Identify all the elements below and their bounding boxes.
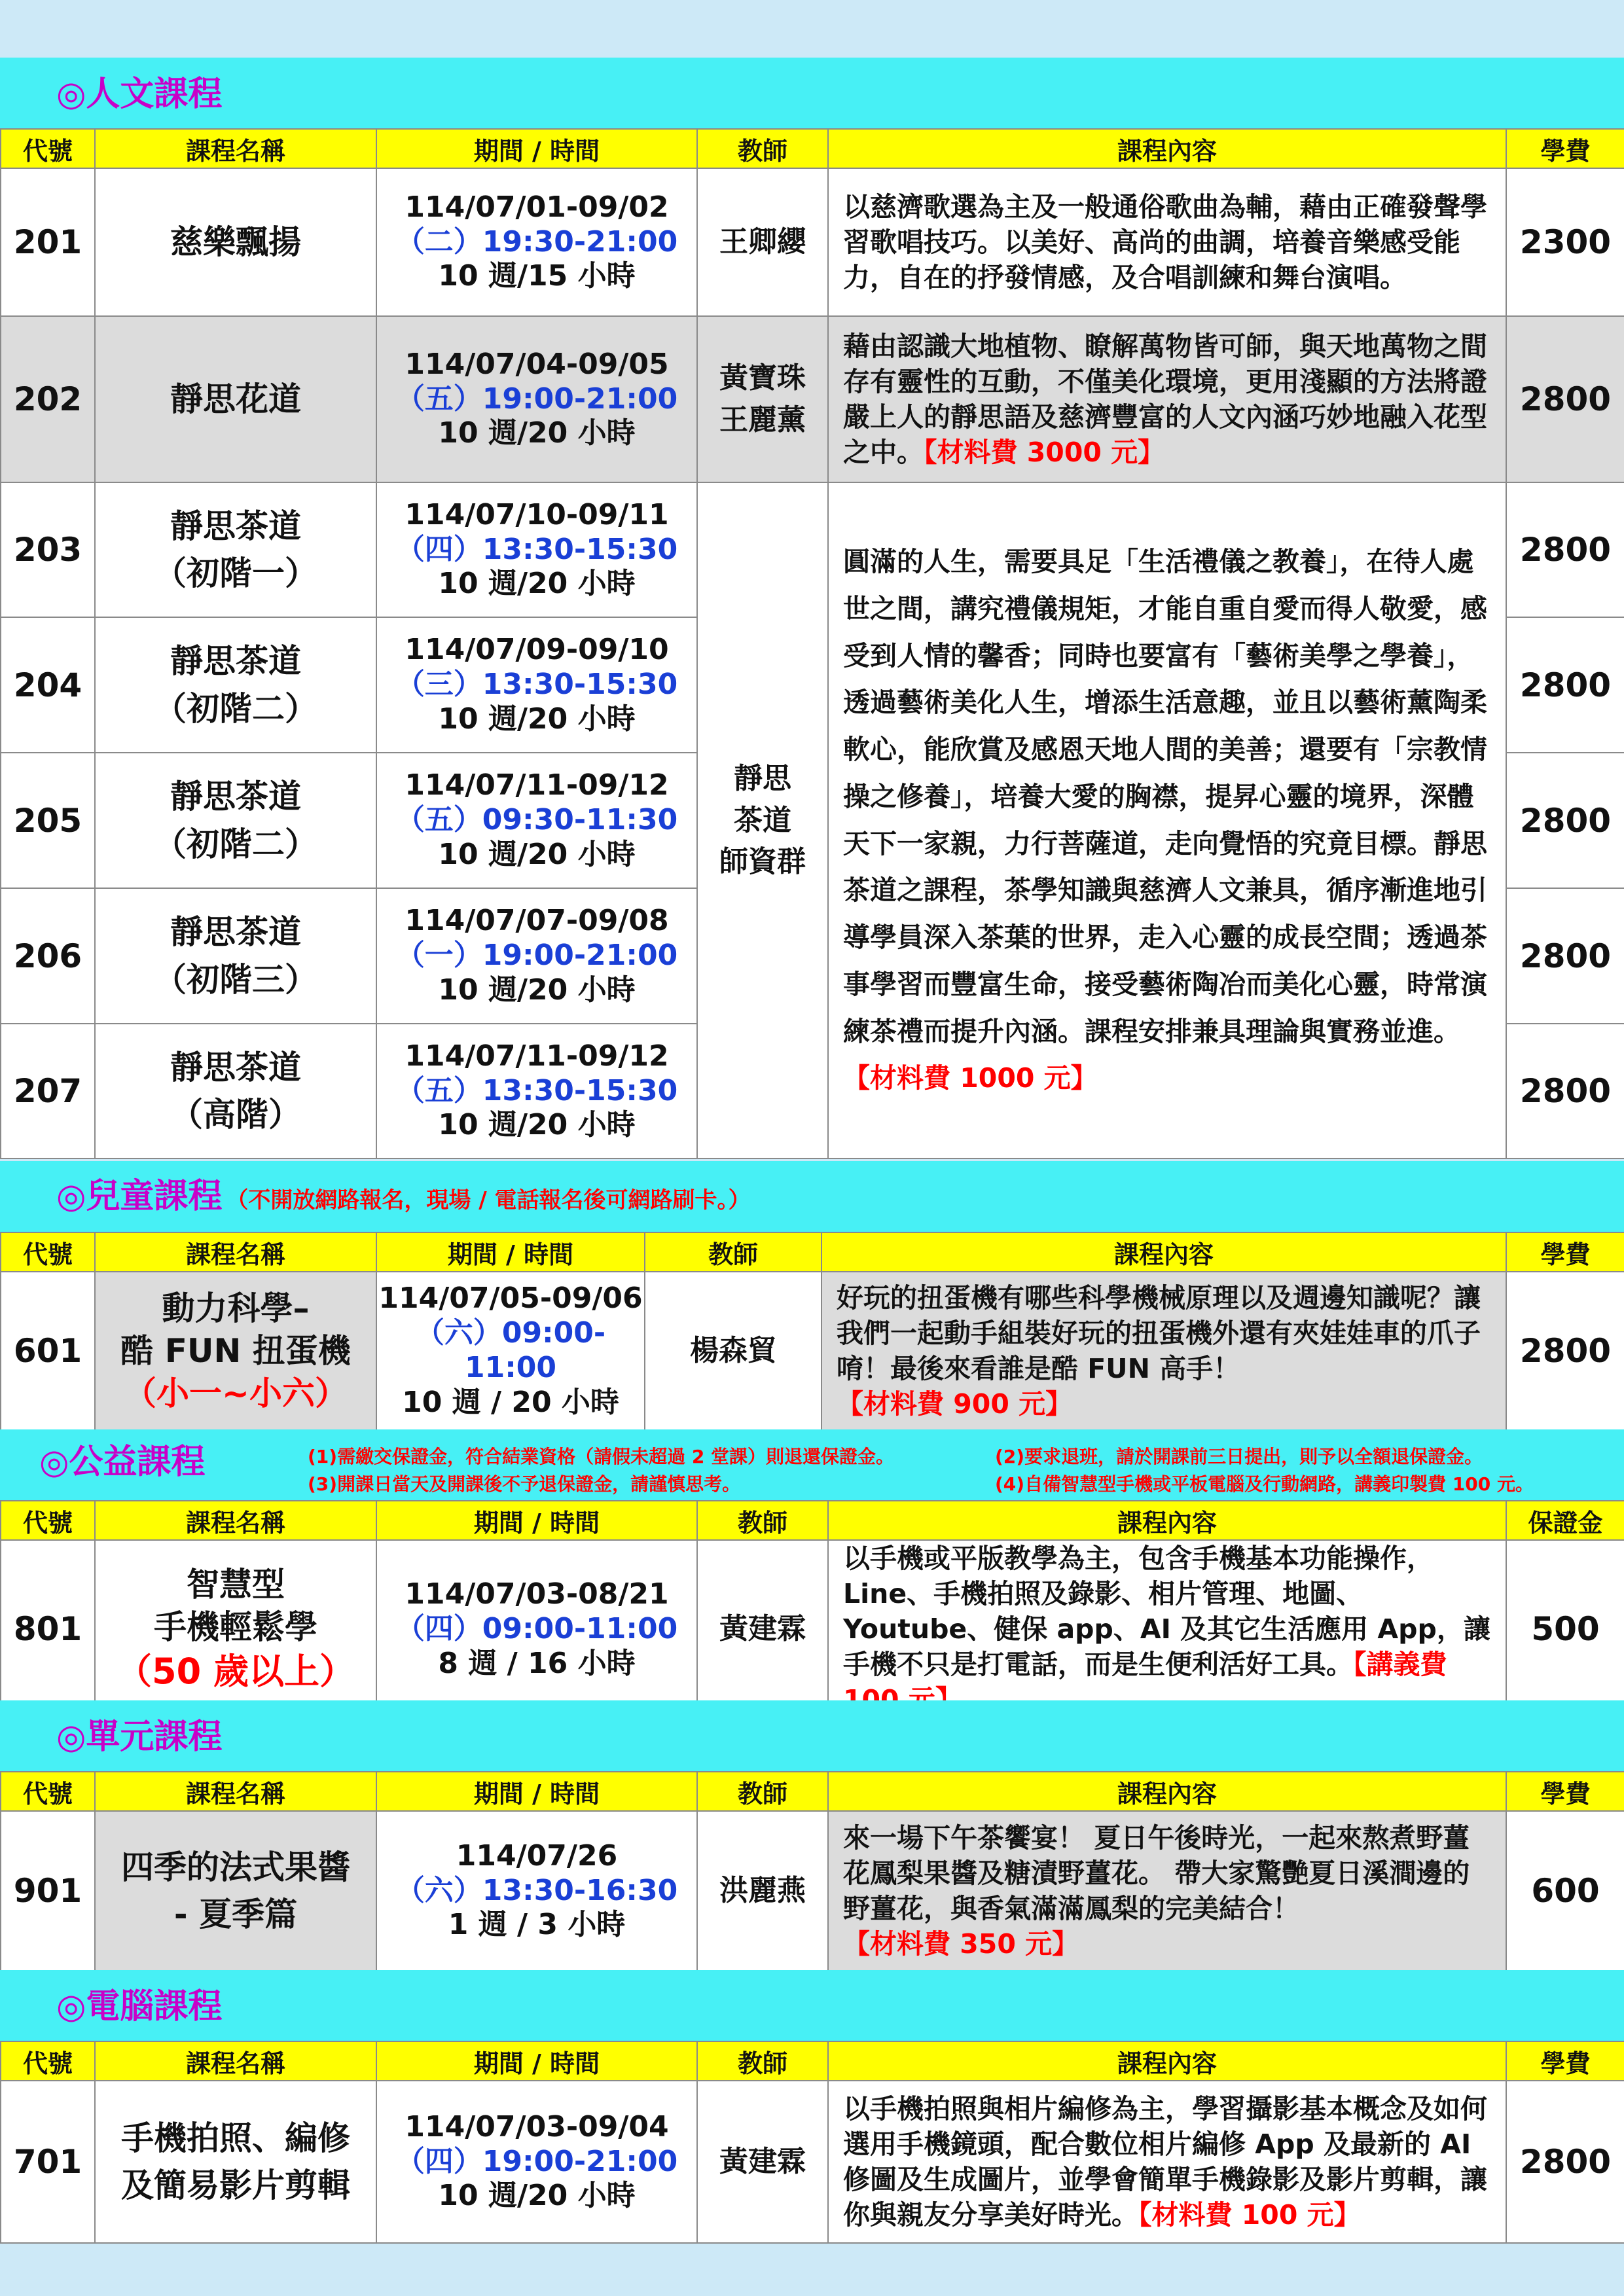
teacher-name: 師資群	[719, 845, 806, 879]
course-code: 205	[1, 753, 95, 888]
course-content	[828, 2081, 1506, 2243]
course-fee: 2800	[1506, 2081, 1624, 2243]
children-section	[0, 1161, 1624, 1232]
course-name	[95, 482, 376, 617]
table-header-row	[1, 1501, 1624, 1540]
course-period	[376, 1272, 645, 1430]
course-code: 207	[1, 1024, 95, 1158]
content-text: 以手機或平版教學為主，包含手機基本功能操作，Line、手機拍照及錄影、相片管理、地圖、Youtube、健保 app、AI 及其它生活應用 App，讓手機不只是打電話，而是生便利活好工具。	[843, 1543, 1490, 1681]
course-time: （六）09:00-11:00	[415, 1316, 606, 1384]
course-date: 114/07/03-09/04	[405, 2109, 669, 2144]
course-content	[828, 168, 1506, 316]
course-date: 114/07/05-09/06	[378, 1282, 643, 1316]
humanities-section	[0, 58, 1624, 128]
course-period	[376, 1811, 697, 1971]
course-teacher: 洪麗燕	[697, 1811, 828, 1971]
table-row	[1, 316, 1624, 482]
course-period	[376, 1024, 697, 1158]
header-content: 課程內容	[828, 1501, 1506, 1540]
table-header-row	[1, 2041, 1624, 2081]
course-duration: 10 週 / 20 小時	[402, 1385, 619, 1419]
children-note: （不開放網路報名，現場 / 電話報名後可網路刷卡。）	[226, 1187, 751, 1213]
course-content	[828, 316, 1506, 482]
course-time: （四）09:00-11:00	[395, 1611, 678, 1645]
header-name: 課程名稱	[95, 1772, 376, 1811]
course-name-line: 靜思茶道	[170, 507, 301, 545]
header-teacher: 教師	[697, 129, 828, 168]
course-date: 114/07/11-09/12	[405, 768, 669, 802]
course-name	[95, 1540, 376, 1719]
course-duration: 10 週/20 小時	[438, 1108, 636, 1142]
course-date: 114/07/04-09/05	[405, 347, 669, 381]
course-name	[95, 617, 376, 753]
course-code: 206	[1, 888, 95, 1024]
header-teacher: 教師	[697, 1501, 828, 1540]
course-time: （二）19:30-21:00	[395, 224, 678, 259]
header-period: 期間 / 時間	[376, 129, 697, 168]
course-teacher: 楊森貿	[645, 1272, 821, 1430]
course-name-line: 四季的法式果醬	[121, 1848, 350, 1886]
course-deposit: 500	[1506, 1540, 1624, 1719]
course-time: （三）13:30-15:30	[395, 668, 678, 702]
teacher-name: 王卿纓	[719, 225, 806, 259]
course-age: （小一~小六）	[124, 1374, 348, 1412]
welfare-table	[0, 1500, 1624, 1719]
table-row	[1, 1811, 1624, 1971]
material-fee: 【材料費 3000 元】	[924, 437, 1165, 469]
content-text: 好玩的扭蛋機有哪些科學機械原理以及週邊知識呢？讓我們一起動手組裝好玩的扭蛋機外還有夾娃娃車的爪子唷！最後來看誰是酷 FUN 高手！	[837, 1282, 1481, 1384]
tea-teacher	[697, 482, 828, 1158]
material-fee: 【材料費 900 元】	[837, 1388, 1073, 1420]
header-fee: 學費	[1506, 2041, 1624, 2081]
course-name-line: 手機輕鬆學	[154, 1608, 317, 1647]
welfare-title: ◎公益課程	[39, 1443, 206, 1482]
content-text: 來一場下午茶饗宴！ 夏日午後時光，一起來熬煮野薑花鳳梨果醬及糖漬野薑花。 帶大家驚艷夏日溪澗邊的野薑花，與香氣滿滿鳳梨的完美結合！	[843, 1821, 1470, 1924]
course-name	[95, 2081, 376, 2243]
header-content: 課程內容	[821, 1232, 1506, 1272]
teacher-name: 茶道	[734, 803, 791, 837]
course-period	[376, 888, 697, 1024]
header-period: 期間 / 時間	[376, 1772, 697, 1811]
course-period	[376, 617, 697, 753]
course-date: 114/07/03-08/21	[405, 1577, 669, 1611]
course-code: 204	[1, 617, 95, 753]
header-content: 課程內容	[828, 129, 1506, 168]
course-name	[95, 888, 376, 1024]
course-duration: 10 週/15 小時	[438, 259, 636, 293]
table-row	[1, 2081, 1624, 2243]
computer-title: ◎電腦課程	[56, 1987, 223, 2026]
table-row	[1, 1272, 1624, 1430]
course-duration: 10 週/20 小時	[438, 416, 636, 450]
computer-section	[0, 1970, 1624, 2041]
course-period	[376, 482, 697, 617]
course-duration: 10 週/20 小時	[438, 2179, 636, 2213]
course-date: 114/07/09-09/10	[405, 633, 669, 667]
table-row	[1, 1540, 1624, 1719]
course-content	[828, 1540, 1506, 1719]
course-period	[376, 168, 697, 316]
header-period: 期間 / 時間	[376, 2041, 697, 2081]
welfare-note-3: (3)開課日當天及開課後不予退保證金，請謹慎思考。	[308, 1473, 741, 1495]
course-fee: 2800	[1506, 482, 1624, 617]
header-code: 代號	[1, 1232, 95, 1272]
header-period: 期間 / 時間	[376, 1232, 645, 1272]
course-name-line: 靜思花道	[170, 380, 301, 418]
course-level: （高階）	[170, 1096, 301, 1134]
course-name-line: 慈樂飄揚	[170, 223, 301, 261]
header-teacher: 教師	[697, 2041, 828, 2081]
course-duration: 10 週/20 小時	[438, 702, 636, 736]
course-fee: 2800	[1506, 1024, 1624, 1158]
course-level: （初階二）	[154, 825, 317, 863]
course-time: （五）09:30-11:30	[395, 803, 678, 837]
children-title	[56, 1177, 751, 1216]
teacher-name: 王麗薰	[719, 403, 806, 437]
course-name	[95, 1272, 376, 1430]
material-fee: 【材料費 350 元】	[843, 1928, 1079, 1960]
header-fee: 學費	[1506, 1232, 1624, 1272]
header-code: 代號	[1, 1501, 95, 1540]
header-period: 期間 / 時間	[376, 1501, 697, 1540]
header-fee: 學費	[1506, 1772, 1624, 1811]
computer-table	[0, 2041, 1624, 2244]
header-name: 課程名稱	[95, 129, 376, 168]
course-time: （六）13:30-16:30	[395, 1873, 678, 1907]
welfare-note-2: (2)要求退班，請於開課前三日提出，則予以全額退保證金。	[995, 1446, 1483, 1467]
header-name: 課程名稱	[95, 1501, 376, 1540]
course-duration: 8 週 / 16 小時	[438, 1646, 636, 1680]
course-period	[376, 753, 697, 888]
course-level: （初階二）	[154, 689, 317, 728]
course-code: 901	[1, 1811, 95, 1971]
table-header-row	[1, 1772, 1624, 1811]
course-fee: 2800	[1506, 617, 1624, 753]
course-duration: 1 週 / 3 小時	[448, 1908, 626, 1942]
header-content: 課程內容	[828, 2041, 1506, 2081]
course-duration: 10 週/20 小時	[438, 973, 636, 1007]
course-name	[95, 753, 376, 888]
course-teacher	[697, 168, 828, 316]
course-fee: 2800	[1506, 1272, 1624, 1430]
table-row	[1, 168, 1624, 316]
course-time: （一）19:00-21:00	[395, 939, 678, 973]
welfare-note-1: (1)需繳交保證金，符合結業資格（請假未超過 2 堂課）則退還保證金。	[308, 1446, 895, 1467]
course-content	[821, 1272, 1506, 1430]
course-level: （初階一）	[154, 554, 317, 592]
header-deposit: 保證金	[1506, 1501, 1624, 1540]
course-content	[828, 1811, 1506, 1971]
course-name	[95, 1024, 376, 1158]
course-duration: 10 週/20 小時	[438, 837, 636, 871]
course-name-line: 靜思茶道	[170, 778, 301, 816]
course-name-line: 靜思茶道	[170, 642, 301, 680]
children-table	[0, 1232, 1624, 1431]
course-fee: 2800	[1506, 888, 1624, 1024]
course-name-line: 動力科學–	[162, 1289, 310, 1327]
course-code: 201	[1, 168, 95, 316]
course-name	[95, 316, 376, 482]
course-level: （初階三）	[154, 960, 317, 999]
top-band	[0, 0, 1624, 58]
content-text: 圓滿的人生，需要具足「生活禮儀之教養」，在待人處世之間，講究禮儀規矩，才能自重自愛而得人敬愛，感受到人情的馨香；同時也要富有「藝術美學之學養」，透過藝術美化人生，增添生活意趣，並且以藝術薰陶柔軟心，能欣賞及感恩天地人間的美善；還要有「宗教情操之修養」，培養大愛的胸襟，提昇心靈的境界，深體天下一家親，力行菩薩道，走向覺悟的究竟目標。靜思茶道之課程，茶學知識與慈濟人文兼具，循序漸進地引導學員深入茶葉的世界，走入心靈的成長空間；透過茶事學習而豐富生命，接受藝術陶冶而美化心靈，時常演練茶禮而提升內涵。課程安排兼具理論與實務並進。	[843, 546, 1487, 1047]
header-name: 課程名稱	[95, 1232, 376, 1272]
course-time: （五）13:30-15:30	[395, 1073, 678, 1107]
course-name	[95, 1811, 376, 1971]
course-teacher: 黃建霖	[697, 2081, 828, 2243]
course-fee: 600	[1506, 1811, 1624, 1971]
humanities-table	[0, 128, 1624, 1159]
course-name-line: 及簡易影片剪輯	[121, 2166, 350, 2204]
header-code: 代號	[1, 129, 95, 168]
table-header-row	[1, 129, 1624, 168]
unit-section	[0, 1700, 1624, 1771]
course-date: 114/07/26	[456, 1839, 618, 1873]
course-code: 701	[1, 2081, 95, 2243]
humanities-title: ◎人文課程	[56, 75, 223, 114]
unit-table	[0, 1771, 1624, 1971]
course-date: 114/07/11-09/12	[405, 1039, 669, 1073]
course-time: （四）13:30-15:30	[395, 532, 678, 566]
table-row	[1, 482, 1624, 617]
children-title-text: ◎兒童課程	[56, 1177, 223, 1216]
bottom-band	[0, 2246, 1624, 2296]
header-code: 代號	[1, 2041, 95, 2081]
course-teacher: 黃建霖	[697, 1540, 828, 1719]
course-period	[376, 2081, 697, 2243]
course-time: （五）19:00-21:00	[395, 382, 678, 416]
course-duration: 10 週/20 小時	[438, 567, 636, 601]
course-date: 114/07/01-09/02	[405, 190, 669, 224]
welfare-note-4: (4)自備智慧型手機或平板電腦及行動網路，講義印製費 100 元。	[995, 1473, 1534, 1495]
header-name: 課程名稱	[95, 2041, 376, 2081]
teacher-name: 黃寶珠	[719, 361, 806, 395]
course-age: （50 歲以上）	[117, 1651, 355, 1693]
header-teacher: 教師	[697, 1772, 828, 1811]
course-code: 202	[1, 316, 95, 482]
header-fee: 學費	[1506, 129, 1624, 168]
course-code: 801	[1, 1540, 95, 1719]
header-content: 課程內容	[828, 1772, 1506, 1811]
material-fee: 【講義費	[1353, 1649, 1447, 1681]
course-code: 601	[1, 1272, 95, 1430]
material-fee: 【材料費 1000 元】	[843, 1062, 1098, 1094]
content-text: 以手機拍照與相片編修為主，學習攝影基本概念及如何選用手機鏡頭，配合數位相片編修 App 及最新的 AI 修圖及生成圖片，並學會簡單手機錄影及影片剪輯，讓你與親友分享美好時光。	[843, 2092, 1487, 2231]
course-name	[95, 168, 376, 316]
material-fee: 【材料費 100 元】	[1138, 2199, 1361, 2231]
content-text: 藉由認識大地植物、瞭解萬物皆可師，與天地萬物之間存有靈性的互動，不僅美化環境，更用淺顯的方法將證嚴上人的靜思語及慈濟豐富的人文內涵巧妙地融入花型之中。	[843, 330, 1487, 469]
course-name-line: 手機拍照、編修	[121, 2119, 350, 2157]
course-date: 114/07/07-09/08	[405, 904, 669, 938]
course-date: 114/07/10-09/11	[405, 497, 669, 531]
course-name-line: 酷 FUN 扭蛋機	[120, 1331, 351, 1370]
course-name-line: 靜思茶道	[170, 913, 301, 951]
course-name-line: - 夏季篇	[173, 1895, 298, 1933]
table-header-row	[1, 1232, 1624, 1272]
course-teacher	[697, 316, 828, 482]
header-code: 代號	[1, 1772, 95, 1811]
course-fee: 2300	[1506, 168, 1624, 316]
course-time: （四）19:00-21:00	[395, 2144, 678, 2178]
course-name-line: 靜思茶道	[170, 1048, 301, 1086]
course-fee: 2800	[1506, 316, 1624, 482]
teacher-name: 靜思	[734, 761, 791, 795]
content-text: 以慈濟歌選為主及一般通俗歌曲為輔，藉由正確發聲學習歌唱技巧。以美好、高尚的曲調，培養音樂感受能力，自在的抒發情感，及合唱訓練和舞台演唱。	[843, 190, 1487, 294]
course-fee: 2800	[1506, 753, 1624, 888]
tea-content	[828, 482, 1506, 1158]
unit-title: ◎單元課程	[56, 1717, 223, 1757]
header-teacher: 教師	[645, 1232, 821, 1272]
course-period	[376, 1540, 697, 1719]
welfare-section	[0, 1429, 1624, 1500]
course-code: 203	[1, 482, 95, 617]
course-name-line: 智慧型	[187, 1566, 285, 1604]
course-period	[376, 316, 697, 482]
